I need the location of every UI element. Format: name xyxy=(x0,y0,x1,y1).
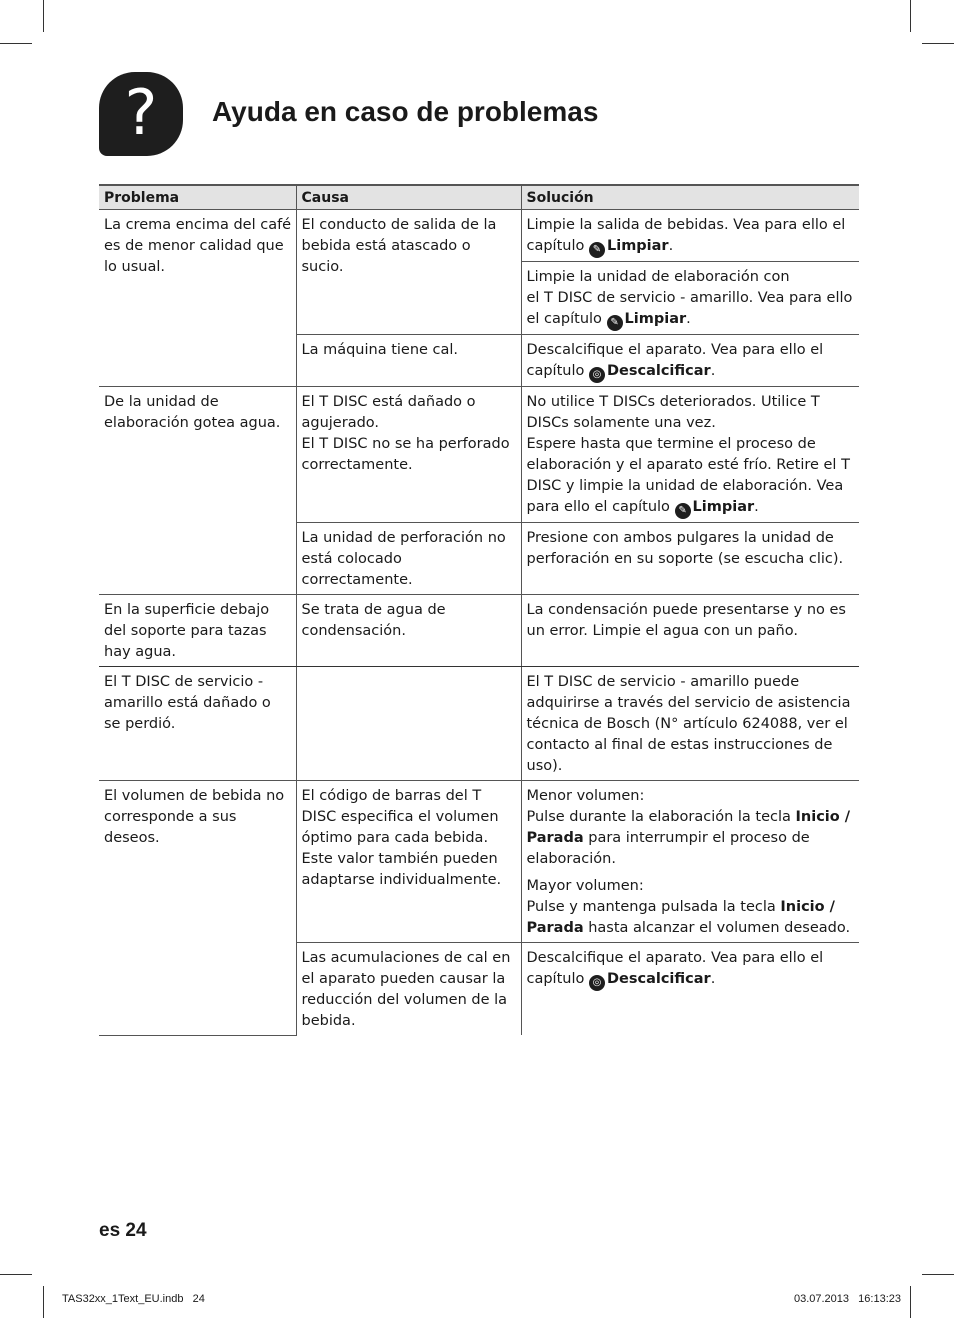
cause-cell: El conducto de salida de la bebida está atascado o sucio. xyxy=(296,210,521,335)
table-row xyxy=(99,210,859,262)
chapter-ref: Descalcificar xyxy=(606,363,711,379)
solution-cell: Menor volumen: Pulse durante la elaboración la tecla Inicio / Parada para interrumpir el proceso de elaboración. Mayor volumen: Pulse y mantenga pulsada la tecla Inicio / Parada hasta alcanzar el volumen deseado. xyxy=(521,781,859,943)
help-symbol: ? xyxy=(124,76,158,149)
crop-mark xyxy=(922,43,954,44)
descale-icon: ◎ xyxy=(589,367,605,383)
table-header-row xyxy=(99,185,859,210)
more-volume-heading: Mayor volumen: xyxy=(526,878,644,894)
footer-filename: TAS32xx_1Text_EU.indb 24 xyxy=(62,1293,205,1305)
problem-cell: En la superficie debajo del soporte para tazas hay agua. xyxy=(99,595,296,667)
solution-cell: Descalcifique el aparato. Vea para ello el capítulo ◎ Descalcificar. xyxy=(521,335,859,387)
crop-mark xyxy=(0,1274,32,1275)
start-stop-key: Inicio / Parada xyxy=(526,899,835,936)
cause-cell: Las acumulaciones de cal en el aparato pueden causar la reducción del volumen de la bebida. xyxy=(296,943,521,1036)
clean-icon: ✎ xyxy=(589,242,605,258)
cause-cell: La máquina tiene cal. xyxy=(296,335,521,387)
cause-cell: La unidad de perforación no está colocado correctamente. xyxy=(296,523,521,595)
crop-mark xyxy=(910,1286,911,1318)
help-question-icon xyxy=(99,72,183,156)
column-header-problem: Problema xyxy=(99,185,296,210)
chapter-ref: Descalcificar xyxy=(606,971,711,987)
troubleshooting-table xyxy=(99,184,859,1036)
less-volume-heading: Menor volumen: xyxy=(526,788,645,804)
solution-cell: Limpie la unidad de elaboración con el T DISC de servicio - amarillo. Vea para ello el capítulo ✎ Limpiar. xyxy=(521,262,859,335)
table-row xyxy=(99,667,859,781)
solution-cell: Descalcifique el aparato. Vea para ello el capítulo ◎ Descalcificar. xyxy=(521,943,859,1036)
solution-cell: El T DISC de servicio - amarillo puede adquirirse a través del servicio de asistencia técnica de Bosch (N° artículo 624088, ver el contacto al final de estas instrucciones de uso). xyxy=(521,667,859,781)
crop-mark xyxy=(43,0,44,32)
descale-icon: ◎ xyxy=(589,975,605,991)
clean-icon: ✎ xyxy=(675,503,691,519)
start-stop-key: Inicio / Parada xyxy=(526,809,851,846)
clean-icon: ✎ xyxy=(607,315,623,331)
solution-cell: Presione con ambos pulgares la unidad de perforación en su soporte (se escucha clic). xyxy=(521,523,859,595)
footer-date: 03.07.2013 16:13:23 xyxy=(793,1293,901,1305)
solution-cell: Limpie la salida de bebidas. Vea para ello el capítulo ✎ Limpiar. xyxy=(521,210,859,262)
column-header-cause: Causa xyxy=(296,185,521,210)
cause-cell: Se trata de agua de condensación. xyxy=(296,595,521,667)
page-number xyxy=(99,1220,147,1242)
cause-cell xyxy=(296,667,521,781)
crop-mark xyxy=(43,1286,44,1318)
table-row xyxy=(99,781,859,943)
crop-mark xyxy=(0,43,32,44)
page-num: 24 xyxy=(125,1220,147,1241)
crop-mark xyxy=(910,0,911,32)
solution-cell: No utilice T DISCs deteriorados. Utilice T DISCs solamente una vez. Espere hasta que termine el proceso de elaboración y el aparato esté frío. Retire el T DISC y limpie la unidad de elaboración. Vea para ello el capítulo ✎ Limpiar. xyxy=(521,387,859,523)
column-header-solution: Solución xyxy=(521,185,859,210)
chapter-ref: Limpiar xyxy=(624,311,687,327)
crop-mark xyxy=(922,1274,954,1275)
chapter-ref: Limpiar xyxy=(692,499,755,515)
cause-cell: El código de barras del T DISC especifica el volumen óptimo para cada bebida. Este valor también pueden adaptarse individualmente. xyxy=(296,781,521,943)
cause-cell: El T DISC está dañado o agujerado. El T DISC no se ha perforado correctamente. xyxy=(296,387,521,523)
page-language: es xyxy=(99,1220,121,1241)
solution-cell: La condensación puede presentarse y no es un error. Limpie el agua con un paño. xyxy=(521,595,859,667)
page-title: Ayuda en caso de problemas xyxy=(212,96,599,127)
table-row xyxy=(99,387,859,523)
problem-cell: El volumen de bebida no corresponde a sus deseos. xyxy=(99,781,296,1036)
table-row xyxy=(99,595,859,667)
problem-cell: El T DISC de servicio - amarillo está dañado o se perdió. xyxy=(99,667,296,781)
problem-cell: De la unidad de elaboración gotea agua. xyxy=(99,387,296,595)
problem-cell: La crema encima del café es de menor calidad que lo usual. xyxy=(99,210,296,387)
chapter-ref: Limpiar xyxy=(606,238,669,254)
